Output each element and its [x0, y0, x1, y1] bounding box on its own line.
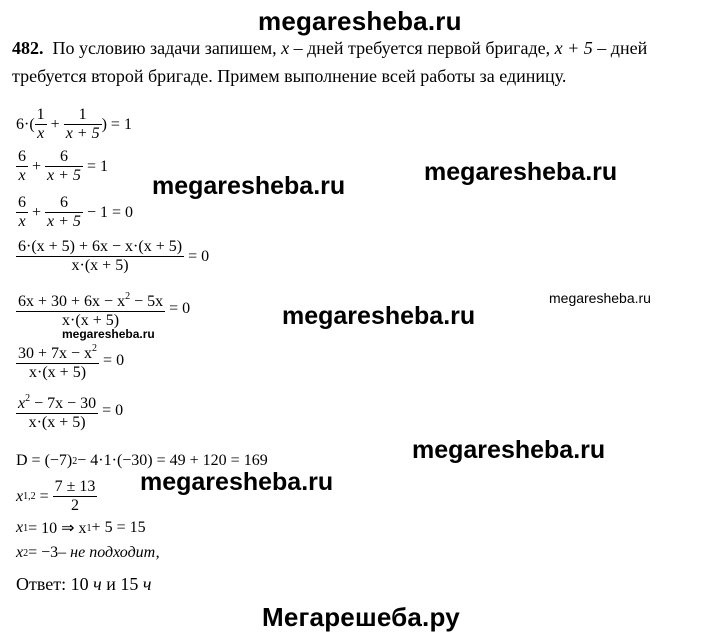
problem-number: 482. — [12, 38, 44, 58]
variable-x-plus-5: x + 5 — [554, 38, 593, 58]
denominator: x·(x + 5) — [71, 257, 129, 274]
watermark-small: megaresheba.ru — [549, 290, 651, 306]
numerator: 6 — [45, 194, 83, 213]
answer-value: 15 — [120, 574, 139, 594]
equation-5 — [16, 288, 190, 330]
eq-term: = 0 — [188, 247, 210, 265]
denominator: x + 5 — [47, 213, 81, 230]
eq-term: = 1 — [86, 157, 108, 175]
root-note: – не подходит, — [58, 544, 160, 561]
numerator: 30 + 7x − x — [18, 345, 93, 362]
answer-unit: ч — [93, 574, 102, 594]
problem-statement — [12, 34, 712, 90]
equation-7 — [16, 390, 123, 432]
denominator: x — [18, 167, 26, 184]
watermark: megaresheba.ru — [412, 436, 606, 464]
root-x1 — [16, 518, 146, 538]
eq-term: = 0 — [102, 402, 124, 419]
eq-term: = 0 — [169, 300, 191, 317]
eq-term: = 0 — [103, 352, 125, 369]
statement-text: требуется второй бригаде. Примем выполнение всей работы за единицу. — [12, 66, 567, 86]
fraction — [16, 288, 165, 330]
fraction — [45, 194, 83, 231]
answer-value: 10 — [70, 574, 89, 594]
equation-4 — [16, 238, 209, 275]
equation-3: $\frac{6}{x}$ + $\frac{6}{x + 5}$ − 1 = 0 — [18, 194, 133, 230]
fraction — [16, 194, 28, 231]
eq-term: x — [16, 544, 24, 561]
denominator: x·(x + 5) — [62, 312, 120, 329]
exponent: 2 — [125, 291, 131, 302]
equation-2: $\frac{6}{x}$ + $\frac{6}{x + 5}$ = 1 — [18, 148, 108, 184]
denominator: x + 5 — [47, 167, 81, 184]
numerator: 6 — [45, 148, 83, 167]
eq-term: x — [16, 519, 24, 536]
subscript: 1 — [86, 522, 92, 534]
fraction — [35, 106, 47, 143]
eq-term: = 10 ⇒ x — [28, 520, 87, 537]
watermark-tiny: megaresheba.ru — [62, 327, 155, 341]
eq-term: x — [16, 487, 24, 505]
eq-term: + 5 = 15 — [91, 519, 146, 536]
discriminant — [16, 452, 268, 470]
eq-term: = −3 — [28, 544, 59, 561]
numerator: 1 — [64, 106, 102, 125]
statement-text: – дней — [597, 38, 648, 58]
numerator: − 5x — [130, 293, 164, 310]
denominator: 2 — [71, 497, 80, 514]
fraction — [16, 238, 184, 275]
numerator: 6x + 30 + 6x − x — [18, 293, 126, 310]
variable-x: x — [281, 38, 290, 58]
equation-1: 6 ·( $\frac{1}{x}$ + $\frac{1}{x + 5}$ ) = 1 — [16, 106, 132, 142]
exponent: 2 — [72, 455, 78, 467]
watermark: megaresheba.ru — [152, 172, 346, 200]
numerator: x — [18, 395, 26, 412]
eq-term: 6 — [16, 115, 24, 133]
numerator: 6·(x + 5) + 6x − x·(x + 5) — [18, 238, 183, 255]
denominator: x — [18, 213, 26, 230]
eq-term: − 4·1·(−30) = 49 + 120 = 169 — [77, 452, 268, 469]
watermark-bottom: Мегарешеба.ру — [262, 602, 460, 632]
answer-label: Ответ: — [16, 574, 67, 594]
eq-term: D = (−7) — [16, 452, 73, 469]
denominator: x + 5 — [65, 125, 100, 142]
eq-term: − 1 = 0 — [86, 203, 133, 221]
watermark-top: megaresheba.ru — [258, 6, 462, 36]
answer-line — [16, 574, 151, 595]
fraction — [64, 106, 102, 143]
equation-6 — [16, 340, 124, 382]
root-x2 — [16, 544, 160, 562]
statement-text: По условию задачи запишем, — [52, 38, 277, 58]
denominator: x·(x + 5) — [28, 414, 86, 431]
watermark: megaresheba.ru — [282, 302, 476, 330]
denominator: x·(x + 5) — [29, 364, 87, 381]
subscript: 1,2 — [23, 491, 36, 502]
denominator: x — [37, 125, 45, 142]
fraction — [16, 340, 99, 382]
numerator: 6 — [18, 148, 26, 165]
statement-text: – дней требуется первой бригаде, — [293, 38, 551, 58]
watermark: megaresheba.ru — [140, 468, 334, 496]
fraction — [16, 148, 28, 185]
fraction — [16, 390, 98, 432]
fraction — [45, 148, 83, 185]
numerator: 6 — [18, 194, 26, 211]
numerator: 1 — [36, 106, 45, 123]
answer-unit: ч — [142, 574, 152, 594]
roots-formula: x 1,2 = $\frac{7 \pm 13}{2}$ — [16, 478, 96, 514]
subscript: 2 — [23, 547, 29, 559]
watermark: megaresheba.ru — [424, 158, 618, 186]
numerator: 7 ± 13 — [54, 478, 96, 495]
numerator: − 7x − 30 — [30, 395, 97, 412]
answer-text: и — [106, 574, 116, 594]
eq-term: = 1 — [110, 115, 132, 133]
subscript: 1 — [23, 522, 29, 534]
fraction — [53, 478, 98, 515]
exponent: 2 — [92, 343, 98, 354]
exponent: 2 — [25, 393, 31, 404]
